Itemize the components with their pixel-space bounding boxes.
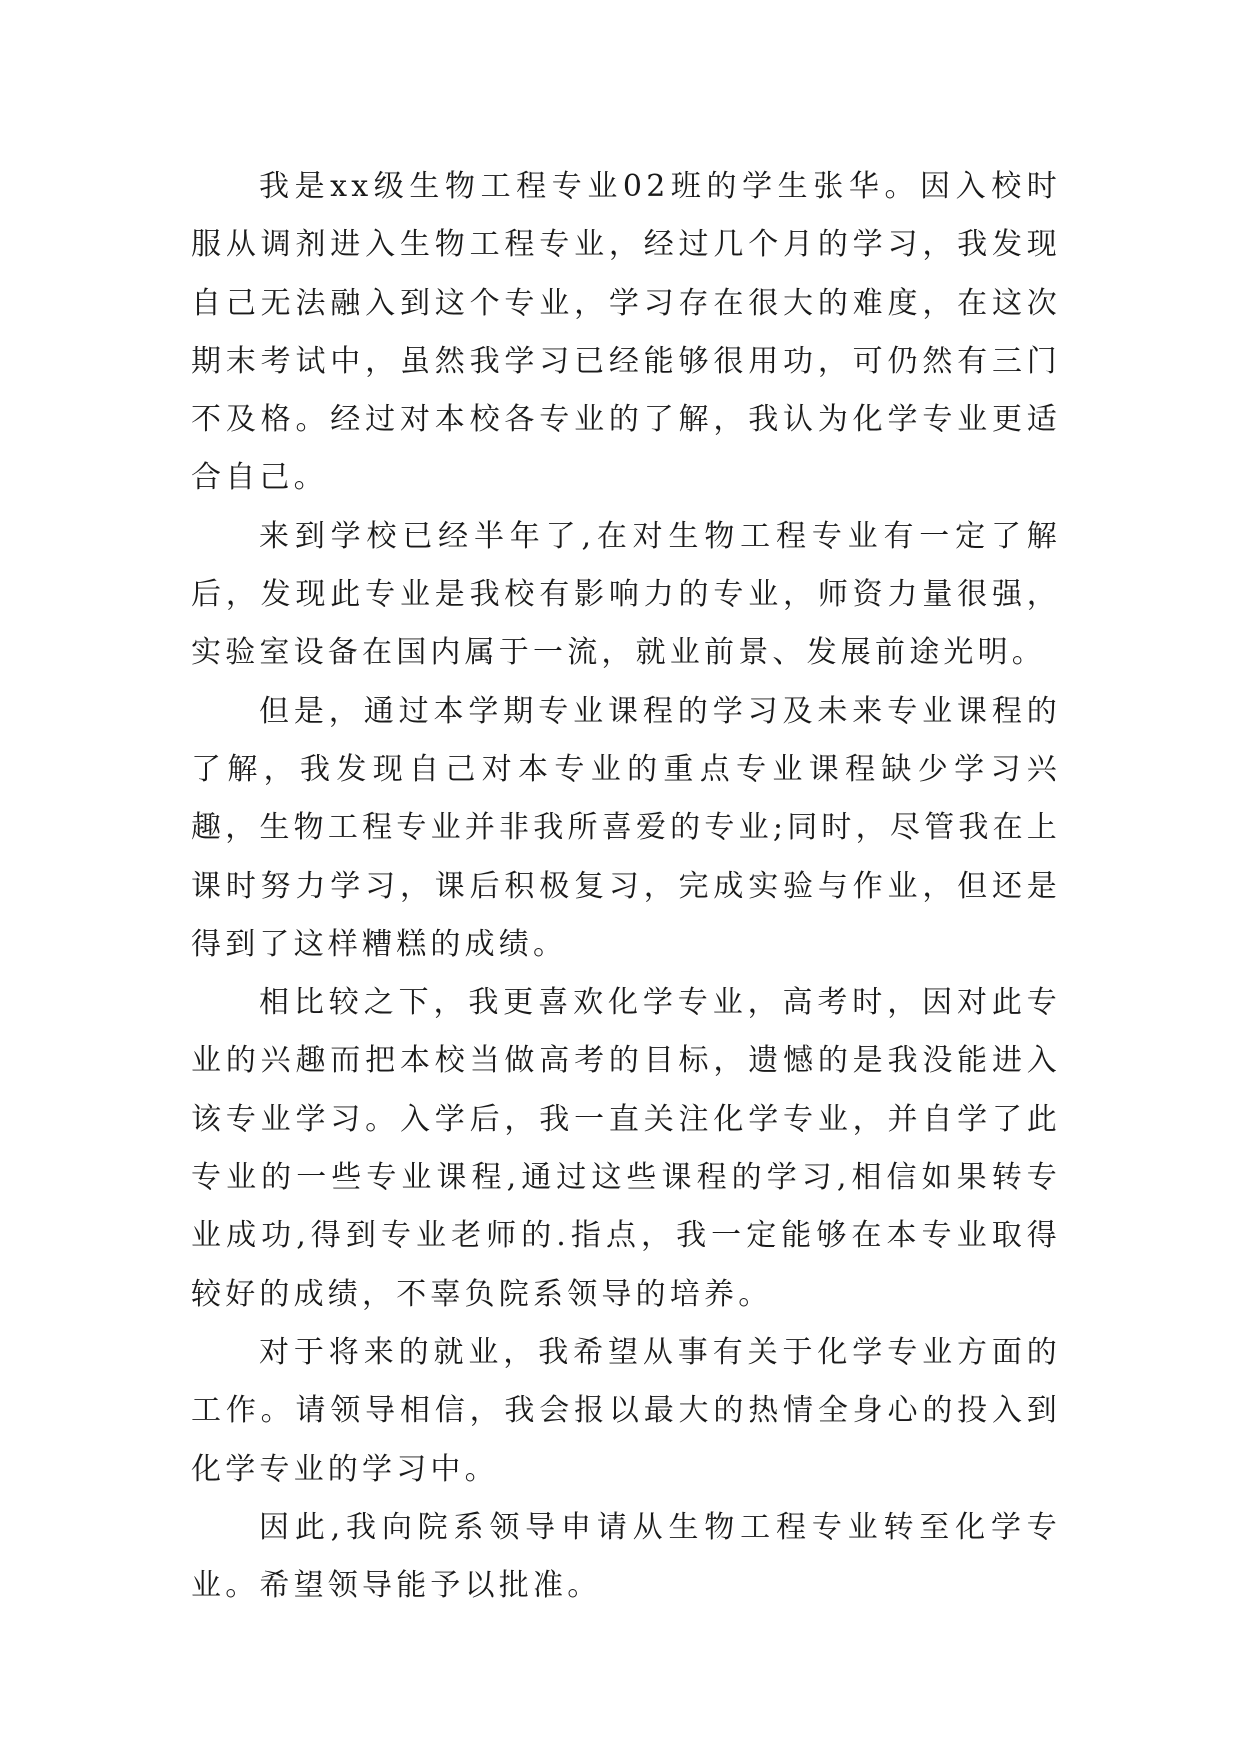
paragraph-1: 我是xx级生物工程专业02班的学生张华。因入校时服从调剂进入生物工程专业，经过几个月的学习，我发现自己无法融入到这个专业，学习存在很大的难度，在这次期末考试中，虽然我学习已经能够很用功，可仍然有三门不及格。经过对本校各专业的了解，我认为化学专业更适合自己。 bbox=[191, 169, 1061, 496]
paragraph-4: 相比较之下，我更喜欢化学专业，高考时，因对此专业的兴趣而把本校当做高考的目标，遗憾的是我没能进入该专业学习。入学后，我一直关注化学专业，并自学了此专业的一些专业课程,通过这些课程的学习,相信如果转专业成功,得到专业老师的.指点，我一定能够在本专业取得较好的成绩，不辜负院系领导的培养。 bbox=[191, 985, 1061, 1312]
paragraph-2: 来到学校已经半年了,在对生物工程专业有一定了解后，发现此专业是我校有影响力的专业，师资力量很强，实验室设备在国内属于一流，就业前景、发展前途光明。 bbox=[191, 518, 1061, 671]
paragraph-3: 但是，通过本学期专业课程的学习及未来专业课程的了解，我发现自己对本专业的重点专业课程缺少学习兴趣，生物工程专业并非我所喜爱的专业;同时，尽管我在上课时努力学习，课后积极复习，完成实验与作业，但还是得到了这样糟糕的成绩。 bbox=[191, 693, 1061, 962]
document-body bbox=[191, 158, 1061, 1615]
paragraph-5: 对于将来的就业，我希望从事有关于化学专业方面的工作。请领导相信，我会报以最大的热情全身心的投入到化学专业的学习中。 bbox=[191, 1334, 1061, 1487]
paragraph-6: 因此,我向院系领导申请从生物工程专业转至化学专业。希望领导能予以批准。 bbox=[191, 1509, 1061, 1604]
